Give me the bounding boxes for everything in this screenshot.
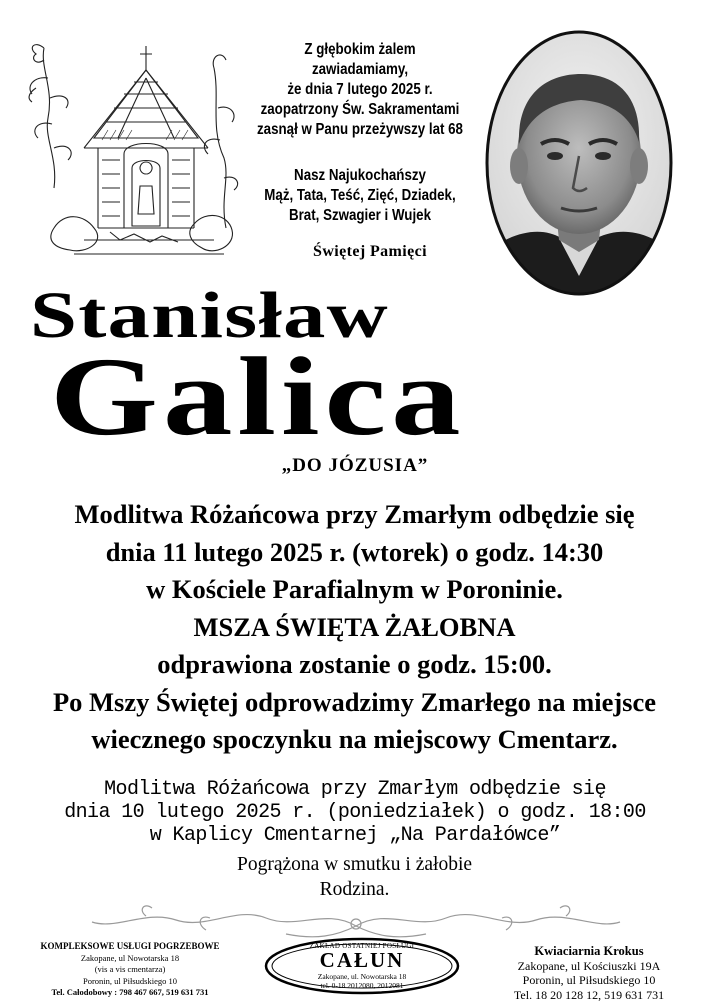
family-line: Brat, Szwagier i Wujek: [257, 206, 463, 226]
rosary-line: dnia 10 lutego 2025 r. (poniedziałek) o godz. 18:00: [30, 801, 680, 824]
intro-line: że dnia 7 lutego 2025 r.: [257, 80, 463, 100]
services-address-note: (vis a vis cmentarza): [10, 964, 250, 976]
logo-top-text: ZAKŁAD OSTATNIEJ POSŁUGI: [282, 942, 442, 950]
announcement-line: Modlitwa Różańcowa przy Zmarłym odbędzie się: [6, 496, 703, 534]
mourning-line: Rodzina.: [180, 877, 529, 902]
announcement-line: odprawiona zostanie o godz. 15:00.: [6, 646, 703, 684]
chapel-illustration: [14, 28, 246, 264]
surname: Galica: [50, 336, 709, 458]
deceased-photo: [481, 26, 677, 300]
logo-phone: tel. 0-18 2012080, 2012081: [282, 981, 442, 990]
memory-label: Świętej Pamięci: [280, 243, 460, 261]
announcement-line: w Kościele Parafialnym w Poroninie.: [6, 571, 703, 609]
family-relations: [257, 166, 463, 226]
mourning-signature: [180, 852, 529, 902]
florist-address: Zakopane, ul Kościuszki 19A: [476, 959, 702, 974]
intro-line: zaopatrzony Św. Sakramentami: [257, 100, 463, 120]
logo-address: Zakopane, ul. Nowotarska 18: [282, 972, 442, 981]
services-phone: Tel. Całodobowy : 798 467 667, 519 631 731: [10, 987, 250, 999]
services-heading: KOMPLEKSOWE USŁUGI POGRZEBOWE: [10, 941, 250, 953]
announcement-line: MSZA ŚWIĘTA ŻAŁOBNA: [6, 609, 703, 647]
intro-line: Z głębokim żalem zawiadamiamy,: [257, 40, 463, 80]
florist-phone: Tel. 18 20 128 12, 519 631 731: [476, 988, 702, 1002]
florist-heading: Kwiaciarnia Krokus: [476, 944, 702, 959]
intro-text: [257, 40, 463, 140]
logo-name: CAŁUN: [282, 948, 442, 973]
florist-info: [476, 944, 702, 1002]
family-line: Nasz Najukochańszy: [257, 166, 463, 186]
family-line: Mąż, Tata, Teść, Zięć, Dziadek,: [257, 186, 463, 206]
florist-address: Poronin, ul Piłsudskiego 10: [476, 973, 702, 988]
announcement-line: dnia 11 lutego 2025 r. (wtorek) o godz. 14:30: [6, 534, 703, 572]
calun-logo: [262, 936, 462, 996]
rosary-notice: [30, 778, 680, 847]
announcement-line: Po Mszy Świętej odprowadzimy Zmarłego na miejsce: [6, 684, 703, 722]
funeral-announcement: [6, 496, 703, 759]
services-address: Zakopane, ul Nowotarska 18: [10, 953, 250, 965]
mourning-line: Pogrążona w smutku i żałobie: [180, 852, 529, 877]
first-name: Stanisław: [30, 278, 670, 354]
announcement-line: wiecznego spoczynku na miejscowy Cmentarz.: [6, 721, 703, 759]
rosary-line: w Kaplicy Cmentarnej „Na Pardałówce”: [30, 824, 680, 847]
funeral-services-info: [10, 941, 250, 999]
nickname: „DO JÓZUSIA”: [180, 455, 530, 477]
intro-line: zasnął w Panu przeżywszy lat 68: [257, 120, 463, 140]
services-address: Poronin, ul Piłsudskiego 10: [10, 976, 250, 988]
rosary-line: Modlitwa Różańcowa przy Zmarłym odbędzie się: [30, 778, 680, 801]
